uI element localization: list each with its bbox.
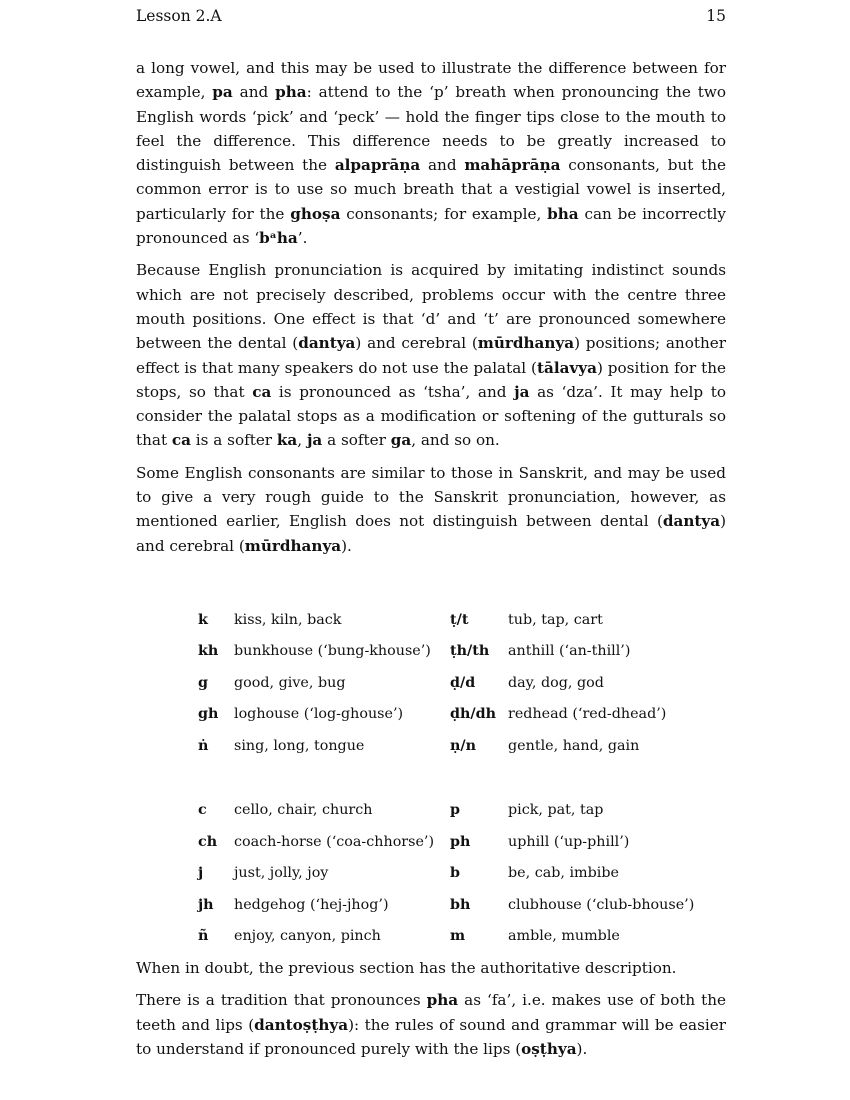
example-words: uphill (‘up-phill’) (508, 833, 630, 850)
page-body (136, 56, 726, 1069)
consonant-symbol: p (450, 802, 460, 819)
example-words: tub, tap, cart (508, 611, 603, 628)
sanskrit-term: alpaprāṇa (334, 156, 421, 175)
example-words: good, give, bug (234, 674, 346, 691)
consonant-symbol: ch (198, 833, 218, 850)
consonant-symbol: c (198, 802, 207, 819)
intro-paragraphs (136, 56, 726, 558)
paragraph (136, 56, 726, 250)
consonant-symbol: k (198, 611, 208, 628)
sanskrit-term: dantya (298, 334, 356, 353)
sanskrit-term: bha (547, 204, 579, 223)
sanskrit-term: ca (171, 431, 191, 450)
consonant-table (198, 604, 724, 952)
text-run: : attend to the ‘p’ breath when pronouncing the two English words ‘pick’ and ‘peck’ — hold the finger tips close to the mouth to feel the difference. This difference needs to be greatly increased to distinguish between the (136, 83, 726, 175)
example-words: enjoy, canyon, pinch (234, 928, 381, 945)
text-run: a softer (322, 431, 391, 450)
sanskrit-term: tālavya (536, 358, 597, 377)
consonant-symbol: kh (198, 643, 219, 660)
text-run: ’. (297, 229, 308, 248)
example-words: kiss, kiln, back (234, 611, 342, 628)
consonant-row (198, 730, 724, 762)
example-words: just, jolly, joy (234, 865, 329, 882)
text-run: can be incorrectly pronounced as ‘ (136, 204, 726, 248)
example-words: cello, chair, church (234, 802, 373, 819)
sanskrit-term: mūrdhanya (244, 536, 342, 555)
text-run: , (297, 431, 307, 450)
text-run: Some English consonants are similar to those in Sanskrit, and may be used to give a very rough guide to the Sanskrit pronunciation, however, as mentioned earlier, English does not distinguish between dental ( (136, 463, 726, 531)
text-run: ). (576, 1039, 588, 1058)
text-run: ) position for the stops, so that (136, 358, 726, 401)
sanskrit-term: dantya (662, 512, 721, 531)
example-words: sing, long, tongue (234, 737, 365, 754)
example-words: coach-horse (‘coa-chhorse’) (234, 833, 435, 850)
sanskrit-term: mahāprāṇa (464, 156, 561, 175)
consonant-symbol: j (198, 865, 204, 882)
consonant-symbol: b (450, 865, 460, 882)
text-run: ) and cerebral ( (355, 334, 478, 353)
sanskrit-term: ghoṣa (290, 204, 341, 223)
consonant-symbol: m (450, 928, 466, 945)
text-run: ) positions; another effect is that many speakers do not use the palatal ( (136, 334, 726, 377)
text-run: consonants, but the common error is to use so much breath that a vestigial vowel is inserted, particularly for the (136, 156, 726, 223)
page-number: 15 (706, 7, 726, 25)
sanskrit-term: pha (275, 83, 307, 102)
paragraph (136, 258, 726, 452)
sanskrit-term: ca (252, 382, 272, 401)
sanskrit-term: ga (390, 431, 412, 450)
text-run: ): the rules of sound and grammar will be easier to understand if pronounced purely with the lips ( (136, 1015, 726, 1058)
example-words: bunkhouse (‘bung-khouse’) (234, 643, 431, 660)
consonant-symbol: ph (450, 833, 471, 850)
text-run: as ‘fa’, i.e. makes use of both the teeth and lips ( (136, 991, 726, 1034)
example-words: amble, mumble (508, 928, 620, 945)
text-run: ). (341, 536, 352, 555)
example-words: anthill (‘an-thill’) (508, 643, 631, 660)
consonant-symbol: g (198, 674, 208, 691)
consonant-symbol: ṭh/th (450, 643, 490, 660)
example-words: day, dog, god (508, 674, 604, 691)
consonant-symbol: jh (198, 896, 214, 913)
text-run: is a softer (190, 431, 277, 450)
consonant-row (198, 857, 724, 889)
example-words: be, cab, imbibe (508, 865, 619, 882)
consonant-row (198, 635, 724, 667)
consonant-symbol: ñ (198, 928, 209, 945)
text-run: and (420, 156, 465, 175)
text-run: Because English pronunciation is acquired by imitating indistinct sounds which are not precisely described, problems occur with the centre three mouth positions. One effect is that ‘d’ and ‘t’ are pronounced somewhere between the dental ( (136, 261, 726, 353)
sanskrit-term: ja (514, 382, 530, 401)
text-run: There is a tradition that pronounces (136, 991, 427, 1010)
lesson-title: Lesson 2.A (136, 7, 222, 25)
paragraph (136, 461, 726, 558)
consonant-symbol: ṇ/n (450, 737, 477, 754)
consonant-symbol: gh (198, 706, 219, 723)
paragraph (136, 988, 726, 1061)
example-words: clubhouse (‘club-bhouse’) (508, 896, 695, 913)
consonant-row (198, 889, 724, 921)
text-run: consonants; for example, (340, 204, 548, 223)
consonant-symbol: ḍh/dh (450, 706, 497, 723)
closing-paragraphs (136, 956, 726, 1061)
sanskrit-term: ka (276, 431, 298, 450)
sanskrit-term: pha (426, 991, 459, 1010)
sanskrit-term: pa (212, 83, 233, 102)
consonant-row (198, 920, 724, 952)
sanskrit-term: mūrdhanya (477, 334, 575, 353)
text-run: When in doubt, the previous section has the authoritative description. (136, 958, 677, 977)
text-run: a long vowel, and this may be used to illustrate the difference between for example, (136, 59, 726, 102)
consonant-symbol: bh (450, 896, 471, 913)
consonant-row (198, 698, 724, 730)
example-words: pick, pat, tap (508, 802, 604, 819)
text-run: as ‘dza’. It may help to consider the palatal stops as a modification or softening of the gutturals so that (136, 382, 726, 450)
paragraph (136, 956, 726, 980)
consonant-symbol: ṭ/t (450, 611, 469, 628)
consonant-row (198, 604, 724, 636)
example-words: redhead (‘red-dhead’) (508, 706, 667, 723)
example-words: hedgehog (‘hej-jhog’) (234, 896, 389, 913)
example-words: loghouse (‘log-ghouse’) (234, 706, 404, 723)
sanskrit-term: oṣṭhya (521, 1039, 577, 1058)
text-run: ) and cerebral ( (136, 512, 726, 555)
consonant-row (198, 667, 724, 699)
consonant-symbol: ḍ/d (450, 674, 476, 691)
sanskrit-term: ja (306, 431, 323, 450)
sanskrit-term: dantoṣṭhya (254, 1015, 349, 1034)
text-run: , and so on. (411, 431, 500, 450)
consonant-row (198, 794, 724, 826)
sanskrit-term: bᵃha (259, 229, 298, 248)
consonant-row (198, 826, 724, 858)
text-run: is pronounced as ‘tsha’, and (271, 382, 515, 401)
text-run: and (232, 83, 276, 102)
consonant-symbol: ṅ (198, 737, 209, 754)
example-words: gentle, hand, gain (508, 737, 640, 754)
